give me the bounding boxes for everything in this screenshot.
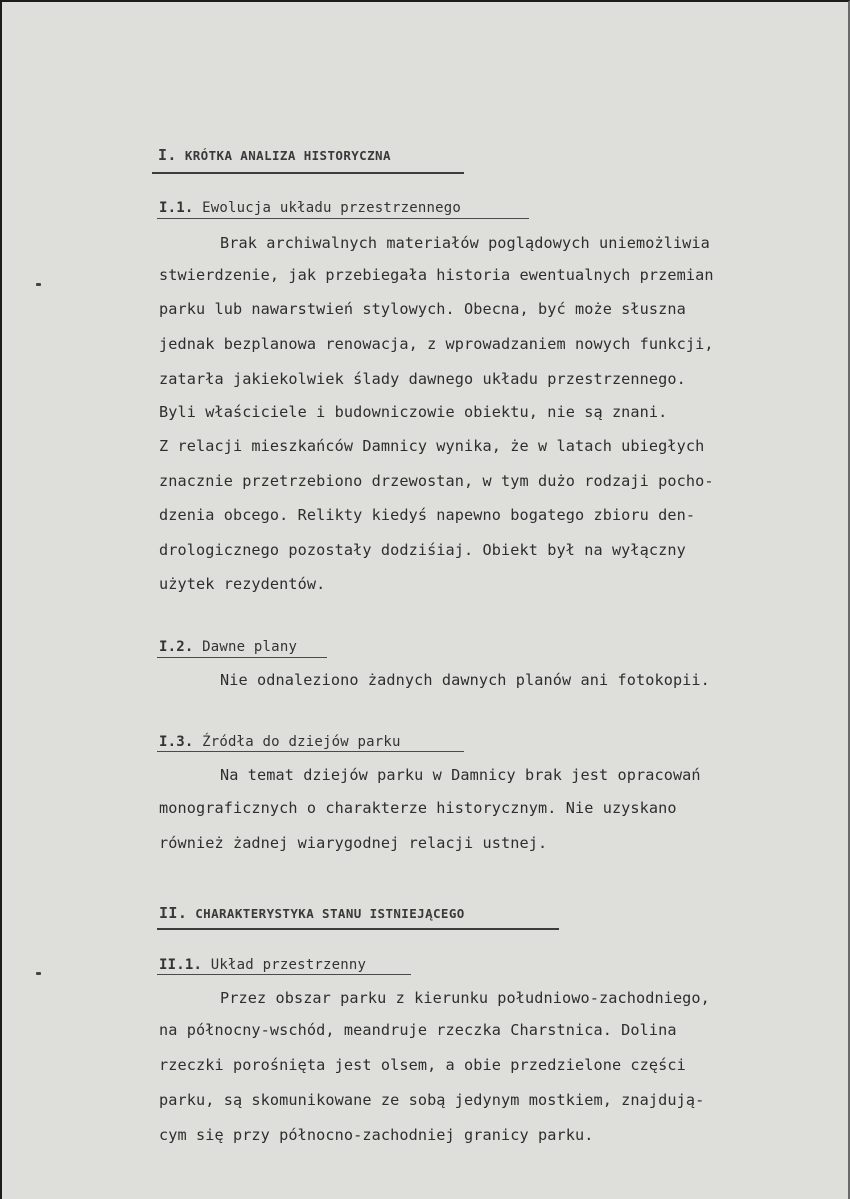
paragraph-line: zatarła jakiekolwiek ślady dawnego układu przestrzennego. [159,370,686,388]
paragraph-line: rzeczki porośnięta jest olsem, a obie przedzielone części [159,1056,686,1074]
punch-hole-mark [36,972,41,975]
subsection-number: I.2. [159,639,194,655]
subsection-title: Źródła do dziejów parku [202,734,401,750]
paragraph-line: również żadnej wiarygodnej relacji ustnej. [159,834,548,852]
subsection-heading [159,200,461,216]
subsection-underline [157,218,529,219]
paragraph-line: Byli właściciele i budowniczowie obiektu, nie są znani. [159,403,668,421]
paragraph-line: użytek rezydentów. [159,575,326,593]
paragraph-line: dzenia obcego. Relikty kiedyś napewno bogatego zbioru den- [159,506,696,524]
section-heading [159,904,465,922]
paragraph-line: stwierdzenie, jak przebiegała historia ewentualnych przemian [159,266,714,284]
paragraph-line: cym się przy północno-zachodniej granicy parku. [159,1126,594,1144]
paragraph-line: Przez obszar parku z kierunku południowo-zachodniego, [220,989,710,1007]
subsection-underline [157,751,464,752]
subsection-number: I.3. [159,734,194,750]
paragraph-line: parku lub nawarstwień stylowych. Obecna, być może słuszna [159,300,686,318]
section-title: CHARAKTERYSTYKA STANU ISTNIEJĄCEGO [195,906,465,921]
section-title: KRÓTKA ANALIZA HISTORYCZNA [184,148,391,163]
subsection-heading [159,639,297,655]
section-underline [152,172,464,174]
section-heading [158,146,391,164]
paragraph-line: drologicznego pozostały dodziśiaj. Obiekt był na wyłączny [159,541,686,559]
paragraph-line: Nie odnaleziono żadnych dawnych planów ani fotokopii. [220,671,710,689]
subsection-title: Ewolucja układu przestrzennego [202,200,462,216]
subsection-title: Dawne plany [202,639,298,655]
paragraph-line: jednak bezplanowa renowacja, z wprowadzaniem nowych funkcji, [159,335,714,353]
paragraph-line: Z relacji mieszkańców Damnicy wynika, że w latach ubiegłych [159,437,705,455]
section-number: II. [159,904,188,922]
section-underline [157,928,559,930]
paragraph-line: znacznie przetrzebiono drzewostan, w tym dużo rodzaji pocho- [159,472,714,490]
punch-hole-mark [36,283,41,286]
paragraph-line: Na temat dziejów parku w Damnicy brak jest opracowań [220,766,701,784]
subsection-heading [159,957,366,973]
paragraph-line: Brak archiwalnych materiałów poglądowych uniemożliwia [220,234,710,252]
paragraph-line: monograficznych o charakterze historycznym. Nie uzyskano [159,799,677,817]
section-number: I. [158,146,177,164]
subsection-number: II.1. [159,957,203,973]
subsection-underline [157,974,411,975]
subsection-title: Układ przestrzenny [210,957,367,973]
subsection-heading [159,734,401,750]
subsection-underline [157,657,327,658]
paragraph-line: parku, są skomunikowane ze sobą jedynym mostkiem, znajdują- [159,1091,705,1109]
paragraph-line: na północny-wschód, meandruje rzeczka Charstnica. Dolina [159,1021,677,1039]
subsection-number: I.1. [159,200,194,216]
